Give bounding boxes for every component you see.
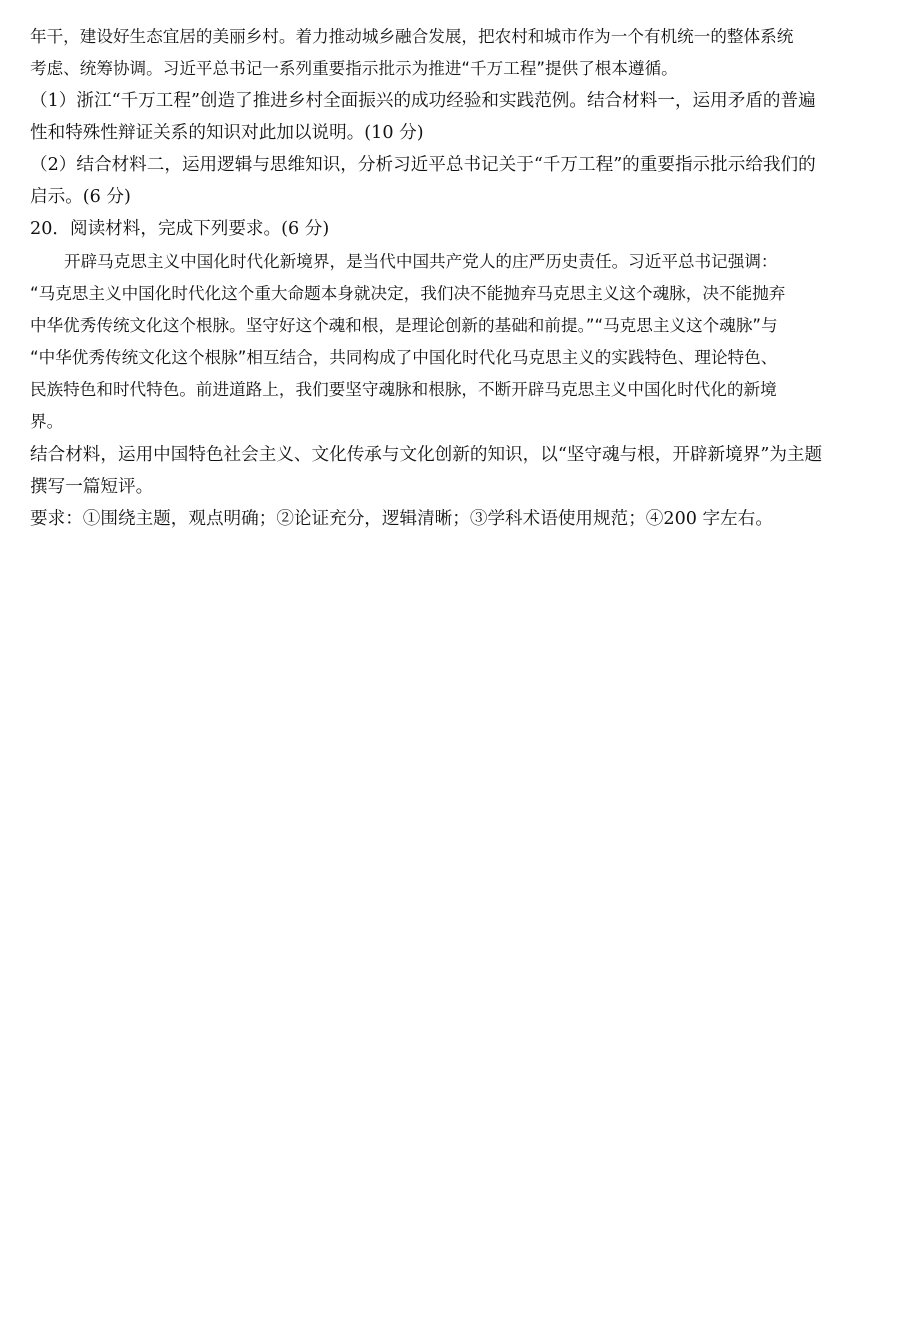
material-text-line-2: 考虑、统筹协调。习近平总书记一系列重要指示批示为推进“千万工程”提供了根本遵循。 bbox=[30, 59, 678, 78]
question-20-heading: 20．阅读材料，完成下列要求。(6 分) bbox=[30, 219, 330, 239]
material-paragraph-line-2: “马克思主义中国化时代化这个重大命题本身就决定，我们决不能抛弃马克思主义这个魂脉，决不能抛弃 bbox=[30, 284, 786, 303]
question-19-2: （2）结合材料二，运用逻辑与思维知识，分析习近平总书记关于“千万工程”的重要指示批示给我们的 bbox=[30, 155, 816, 175]
material-paragraph-line-6: 界。 bbox=[30, 412, 64, 431]
material-paragraph-line-4: “中华优秀传统文化这个根脉”相互结合，共同构成了中国化时代化马克思主义的实践特色、理论特色、 bbox=[30, 348, 778, 367]
question-19-1: （1）浙江“千万工程”创造了推进乡村全面振兴的成功经验和实践范例。结合材料一，运用矛盾的普遍 bbox=[30, 91, 816, 111]
question-20-task: 结合材料，运用中国特色社会主义、文化传承与文化创新的知识，以“坚守魂与根，开辟新境界”为主题 bbox=[30, 445, 823, 465]
material-paragraph-line-5: 民族特色和时代特色。前进道路上，我们要坚守魂脉和根脉，不断开辟马克思主义中国化时代化的新境 bbox=[30, 380, 777, 399]
question-19-2-cont: 启示。(6 分) bbox=[30, 187, 131, 207]
material-text-line-1: 年干，建设好生态宜居的美丽乡村。着力推动城乡融合发展，把农村和城市作为一个有机统一的整体系统 bbox=[30, 27, 794, 46]
question-20-requirements: 要求：①围绕主题，观点明确；②论证充分，逻辑清晰；③学科术语使用规范；④200 字左右。 bbox=[30, 509, 773, 529]
question-19-1-cont: 性和特殊性辩证关系的知识对此加以说明。(10 分) bbox=[30, 123, 424, 143]
question-20-task-cont: 撰写一篇短评。 bbox=[30, 477, 154, 497]
material-paragraph-line-1: 开辟马克思主义中国化时代化新境界，是当代中国共产党人的庄严历史责任。习近平总书记强调： bbox=[64, 252, 778, 271]
material-paragraph-line-3: 中华优秀传统文化这个根脉。坚守好这个魂和根，是理论创新的基础和前提。”“马克思主义这个魂脉”与 bbox=[30, 316, 778, 335]
